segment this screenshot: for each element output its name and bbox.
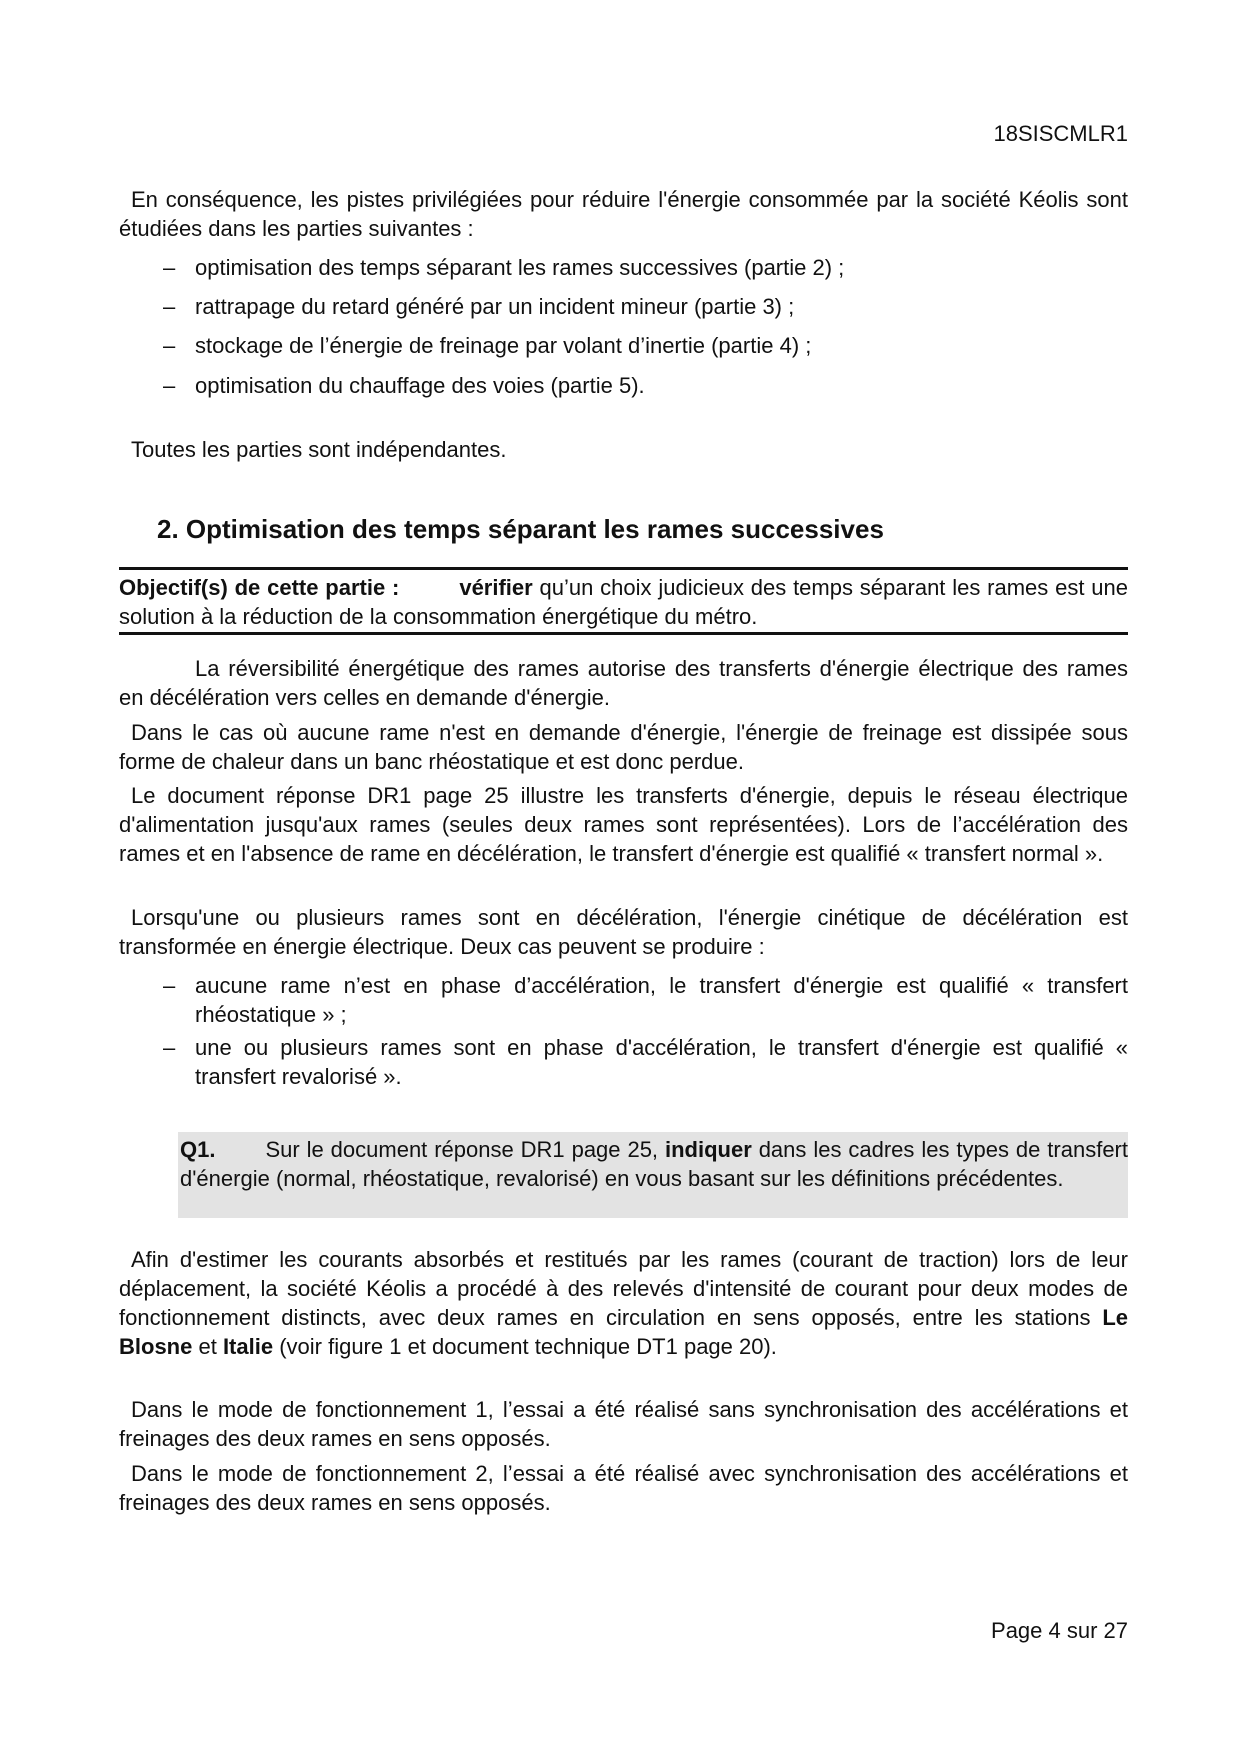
dash-bullet-icon: –	[163, 373, 176, 398]
paragraph	[119, 1245, 1128, 1361]
list-item: – stockage de l’énergie de freinage par volant d’inertie (partie 4) ;	[163, 333, 812, 358]
list-item: – optimisation des temps séparant les rames successives (partie 2) ;	[163, 255, 845, 280]
question-verb: indiquer	[664, 1137, 752, 1162]
page-number: Page 4 sur 27	[991, 1618, 1128, 1643]
objective-label: Objectif(s) de cette partie :	[119, 575, 400, 600]
question-box	[178, 1132, 1128, 1218]
paragraph: Dans le mode de fonctionnement 1, l’essai a été réalisé sans synchronisation des accélérations et freinages des deux rames en sens opposés.	[119, 1397, 1128, 1451]
note: Toutes les parties sont indépendantes.	[131, 437, 507, 462]
dash-bullet-icon: –	[163, 973, 176, 998]
question-text-end: dans les cadres les types de transfert d'énergie (normal, rhéostatique, revalorisé) en vous basant sur les définitions précédentes.	[180, 1137, 1128, 1191]
paragraph-text: et	[192, 1334, 223, 1359]
objective-text: qu’un choix judicieux des temps séparant les rames est une solution à la réduction de la consommation énergétique du métro.	[119, 575, 1128, 629]
objective	[119, 573, 1128, 631]
dash-bullet-icon: –	[163, 294, 176, 319]
objective-verb: vérifier	[459, 575, 533, 600]
question-label: Q1.	[180, 1137, 216, 1162]
paragraph-text: Afin d'estimer les courants absorbés et restitués par les rames (courant de traction) lors de leur déplacement, la société Kéolis a procédé à des relevés d'intensité de courant pour deux modes de fonctionnement distincts, avec deux rames en circulation en sens opposés, entre les stations	[119, 1247, 1128, 1330]
question-text: Sur le document réponse DR1 page 25,	[265, 1137, 665, 1162]
paragraph: Dans le cas où aucune rame n'est en demande d'énergie, l'énergie de freinage est dissipée sous forme de chaleur dans un banc rhéostatique et est donc perdue.	[119, 720, 1128, 774]
list-item: – une ou plusieurs rames sont en phase d'accélération, le transfert d'énergie est qualifié « transfert revalorisé ».	[163, 1035, 1128, 1089]
divider	[119, 632, 1128, 635]
dash-bullet-icon: –	[163, 1035, 176, 1060]
paragraph-text: (voir figure 1 et document technique DT1 page 20).	[273, 1334, 777, 1359]
paragraph: Lorsqu'une ou plusieurs rames sont en décélération, l'énergie cinétique de décélération est transformée en énergie électrique. Deux cas peuvent se produire :	[119, 905, 1128, 959]
document-code: 18SISCMLR1	[993, 121, 1128, 146]
station-name: Italie	[222, 1334, 274, 1359]
list-item: – rattrapage du retard généré par un incident mineur (partie 3) ;	[163, 294, 795, 319]
paragraph: La réversibilité énergétique des rames autorise des transferts d'énergie électrique des rames en décélération vers celles en demande d'énergie.	[119, 656, 1128, 710]
dash-bullet-icon: –	[163, 255, 176, 280]
paragraph: Dans le mode de fonctionnement 2, l’essai a été réalisé avec synchronisation des accélérations et freinages des deux rames en sens opposés.	[119, 1461, 1128, 1515]
list-item: – aucune rame n’est en phase d’accélération, le transfert d'énergie est qualifié « transfert rhéostatique » ;	[163, 973, 1128, 1027]
paragraph: Le document réponse DR1 page 25 illustre les transferts d'énergie, depuis le réseau électrique d'alimentation jusqu'aux rames (seules deux rames sont représentées). Lors de l’accélération des rames et en l'absence de rame en décélération, le transfert d'énergie est qualifié « transfert normal ».	[119, 783, 1128, 866]
station-name: Le Blosne	[119, 1305, 1128, 1359]
divider	[119, 567, 1128, 570]
section-title: 2. Optimisation des temps séparant les rames successives	[157, 514, 884, 544]
list-item: – optimisation du chauffage des voies (partie 5).	[163, 373, 645, 398]
intro-paragraph: En conséquence, les pistes privilégiées pour réduire l'énergie consommée par la société Kéolis sont étudiées dans les parties suivantes :	[119, 187, 1128, 241]
dash-bullet-icon: –	[163, 333, 176, 358]
